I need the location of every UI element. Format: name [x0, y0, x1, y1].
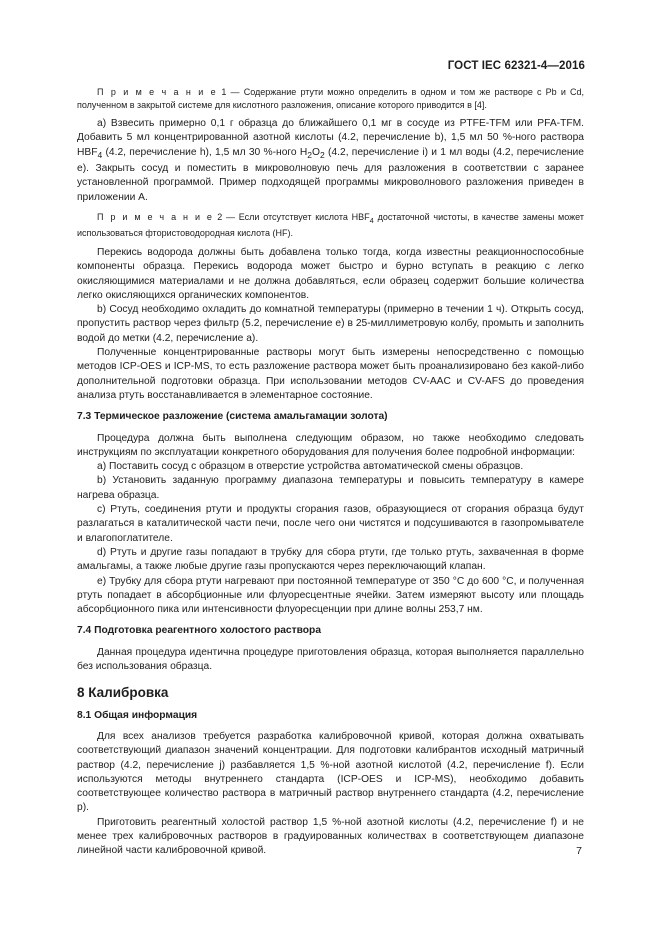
subscript: 2 [320, 149, 325, 160]
subscript: 4 [97, 149, 103, 160]
paragraph-a-text-2: (4.2, перечисление h), 1,5 мл 30 %-ного H [102, 146, 308, 158]
note-2-text-2: достаточной чистоты, в качестве замены может использоваться фтористоводородная кислота (HF). [77, 212, 584, 239]
section-7-3-item-a: а) Поставить сосуд с образцом в отверстие устройства автоматической смены образцов. [97, 461, 524, 473]
paragraph-a-text-1: а) Взвесить примерно 0,1 г образца до ближайшего 0,1 мг в сосуде из PTFE-TFM или PFA-TFM. Добавить 5 мл концентрированной азотной кислоты (4.2, перечисление b), 1,5 мл 50 %-ного раствора HBF [77, 118, 584, 158]
note-1 [77, 86, 584, 111]
document-body [77, 86, 584, 859]
section-7-3-item-b: b) Установить заданную программу диапазона температуры и повысить температуру в камере нагрева образца. [77, 475, 584, 501]
section-7-4-text: Данная процедура идентична процедуре приготовления образца, которая выполняется параллельно без использования образца. [77, 646, 584, 673]
section-7-3-title-text: 7.3 Термическое разложение (система амальгамации золота) [77, 411, 388, 423]
note-2 [77, 211, 584, 240]
section-8-1-para-2: Приготовить реагентный холостой раствор 1,5 %-ной азотной кислоты (4.2, перечисление f) и не менее трех калибровочных растворов в градуированных количествах в соответствующем диапазоне линейной части калибровочной кривой. [77, 816, 584, 857]
standard-header: ГОСТ IEC 62321-4—2016 [447, 60, 585, 72]
section-8-title: 8 Калибровка [77, 685, 169, 701]
note-1-text: 1 — Содержание ртути можно определить в одном и том же растворе с Pb и Cd, полученном в закрытой системе для кислотного разложения, описание которого приводится в [4]. [77, 87, 585, 110]
section-7-3-item-e: е) Трубку для сбора ртути нагревают при постоянной температуре от 350 °С до 600 °С, и полученная ртуть попадает в абсорбционные или флуоресцентные ячейки. Затем измеряют высоту или площадь абсорбционного пика или интенсивности флуоресценции при длине волны 253,7 нм. [77, 575, 584, 616]
page-number: 7 [576, 845, 582, 857]
section-8-1-title: 8.1 Общая информация [77, 709, 198, 721]
paragraph-peroxide: Перекись водорода должны быть добавлена только тогда, когда известны реакционноспособные компоненты образца. Перекись водорода может быстро и бурно вступать в реакцию с легко окисляющимися материалами и не должна добавляться, если образец содержит большие количества легко окисляющихся органических компонентов. [77, 247, 584, 301]
paragraph-a [77, 117, 584, 205]
section-7-3-item-c: с) Ртуть, соединения ртути и продукты сгорания газов, образующиеся от сгорания образца будут разлагаться в каталитической части печи, после чего они чистятся и подсушиваются в газопромывателе и влагопоглатителе. [77, 504, 584, 544]
section-7-3-item-d: d) Ртуть и другие газы попадают в трубку для сбора ртути, где только ртуть, захваченная в форме амальгамы, а также любые другие газы пропускаются через переключающий клапан. [77, 546, 584, 573]
section-7-4-title: 7.4 Подготовка реагентного холостого раствора [77, 625, 322, 637]
note-2-text-1: 2 — Если отсутствует кислота HBF [217, 212, 370, 223]
subscript: 4 [369, 215, 374, 225]
subscript: 2 [307, 149, 313, 160]
paragraph-b: b) Сосуд необходимо охладить до комнатной температуры (примерно в течении 1 ч). Открыть сосуд, пропустить раствор через фильтр (5.2, перечисление е) в 25-миллиметровую колбу, промыть и заполнить водой до метки (4.2, перечисление а). [77, 304, 584, 344]
note-1-label: П р и м е ч а н и е [97, 87, 218, 97]
paragraph-solutions: Полученные концентрированные растворы могут быть измерены непосредственно с помощью методов ICP-OES и ICP-MS, то есть разложение раствора может быть проанализировано без какой-либо дополнительной подготовки образца. При использовании методов CV-AAC и CV-AFS до проведения анализа ртуть восстанавливается в элементарное состояние. [77, 347, 584, 401]
paragraph-a-text-3: O [312, 146, 321, 158]
note-2-label: П р и м е ч а н и е [97, 212, 214, 223]
paragraph-a-text-4: (4.2, перечисление i) и 1 мл воды (4.2, перечисление е). Закрыть сосуд и поместить в микроволновую печь для разложения в соответствии с заранее установленной программой. Пример подходящей программы микроволнового разложения приведен в приложении А. [77, 146, 584, 203]
section-7-3-title [77, 410, 584, 424]
section-7-3-intro: Процедура должна быть выполнена следующим образом, но также необходимо следовать инструкциям по эксплуатации конкретного оборудования для получения более подробной информации: [77, 432, 584, 458]
section-8-1-para-1: Для всех анализов требуется разработка калибровочной кривой, которая должна охватывать соответствующий диапазон значений концентрации. Для подготовки калибрантов исходный матричный раствор (4.2, перечисление j) разбавляется 1,5 %-ной азотной кислотой (4.2, перечисление f). Если используются методы внутреннего стандарта (ICP-OES и ICP-MS), необходимо добавить соответствующее количество раствора в матричный раствор внутреннего стандарта (4.2, перечисление р). [77, 730, 584, 814]
